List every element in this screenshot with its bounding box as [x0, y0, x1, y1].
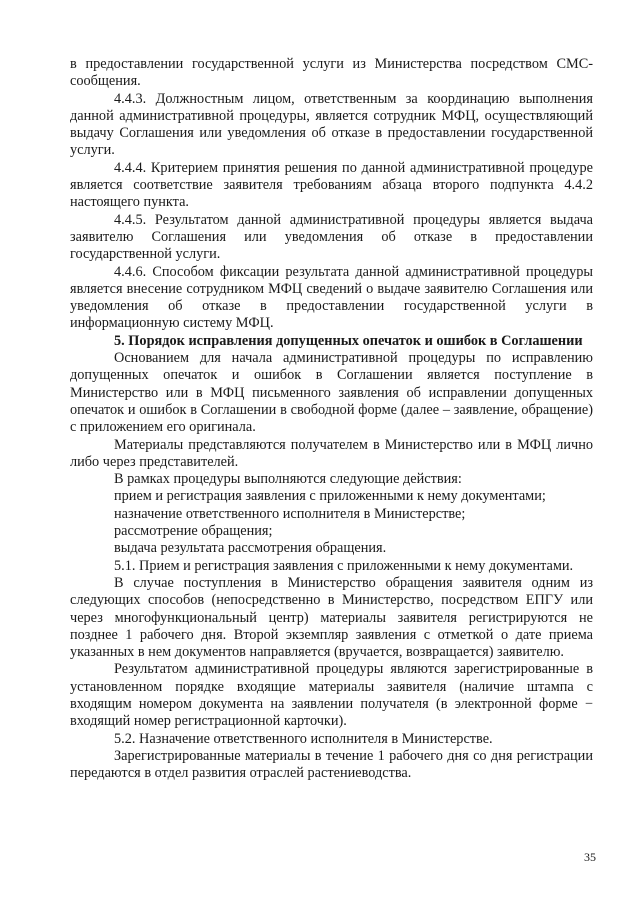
paragraph-4-4-6: 4.4.6. Способом фиксации результата данной административной процедуры является внесение сотрудником МФЦ сведений о выдаче заявителю Соглашения или уведомления об отказе в предоставлении государственной услуги в информационную систему МФЦ. [70, 263, 593, 332]
list-item-review: рассмотрение обращения; [114, 523, 273, 540]
paragraph-5-2: 5.2. Назначение ответственного исполнителя в Министерстве. [114, 730, 493, 747]
list-item-result: выдача результата рассмотрения обращения. [114, 540, 387, 557]
list-item-reception: прием и регистрация заявления с приложенными к нему документами; [114, 488, 546, 505]
paragraph-registration: В случае поступления в Министерство обращения заявителя одним из следующих способов (непосредственно в Министерство, посредством ЕПГУ или через многофункциональный центр) материалы заявителя регистрируются не позднее 1 рабочего дня. Второй экземпляр заявления с отметкой о дате приема указанных в нем документов направляется (вручается, возвращается) заявителю. [70, 574, 593, 661]
paragraph-basis: Основанием для начала административной процедуры по исправлению допущенных опечаток и ошибок в Соглашении является поступление в Министерство или в МФЦ письменного заявления об исправлении допущенных опечаток и ошибок в Соглашении в свободной форме (далее – заявление, обращение) с приложением его оригинала. [70, 350, 593, 436]
paragraph-4-4-4: 4.4.4. Критерием принятия решения по данной административной процедуре является соответствие заявителя требованиям абзаца второго подпункта 4.4.2 настоящего пункта. [70, 159, 593, 211]
paragraph-4-4-3: 4.4.3. Должностным лицом, ответственным за координацию выполнения данной административной процедуры, является сотрудник МФЦ, осуществляющий выдачу Соглашения или уведомления об отказе в предоставлении государственной услуги. [70, 90, 593, 159]
paragraph-actions-intro: В рамках процедуры выполняются следующие действия: [114, 471, 462, 488]
paragraph-4-4-5: 4.4.5. Результатом данной административной процедуры является выдача заявителю Соглашения или уведомления об отказе в предоставлении государственной услуги. [70, 211, 593, 263]
paragraph-transfer: Зарегистрированные материалы в течение 1 рабочего дня со дня регистрации передаются в отдел развития отраслей растениеводства. [70, 747, 593, 782]
paragraph-5-1: 5.1. Прием и регистрация заявления с приложенными к нему документами. [114, 557, 574, 574]
paragraph-continuation: в предоставлении государственной услуги из Министерства посредством СМС-сообщения. [70, 56, 593, 90]
paragraph-materials: Материалы представляются получателем в Министерство или в МФЦ лично либо через представителей. [70, 436, 593, 470]
paragraph-result: Результатом административной процедуры являются зарегистрированные в установленном порядке входящие материалы заявителя (наличие штампа с входящим номером документа на заявлении получателя (в электронной форме − входящий номер регистрационной карточки). [70, 661, 593, 730]
page-number: 35 [584, 850, 596, 864]
document-body [70, 56, 593, 782]
list-item-assignment: назначение ответственного исполнителя в Министерстве; [114, 505, 466, 522]
section-5-heading: 5. Порядок исправления допущенных опечаток и ошибок в Соглашении [114, 332, 583, 349]
